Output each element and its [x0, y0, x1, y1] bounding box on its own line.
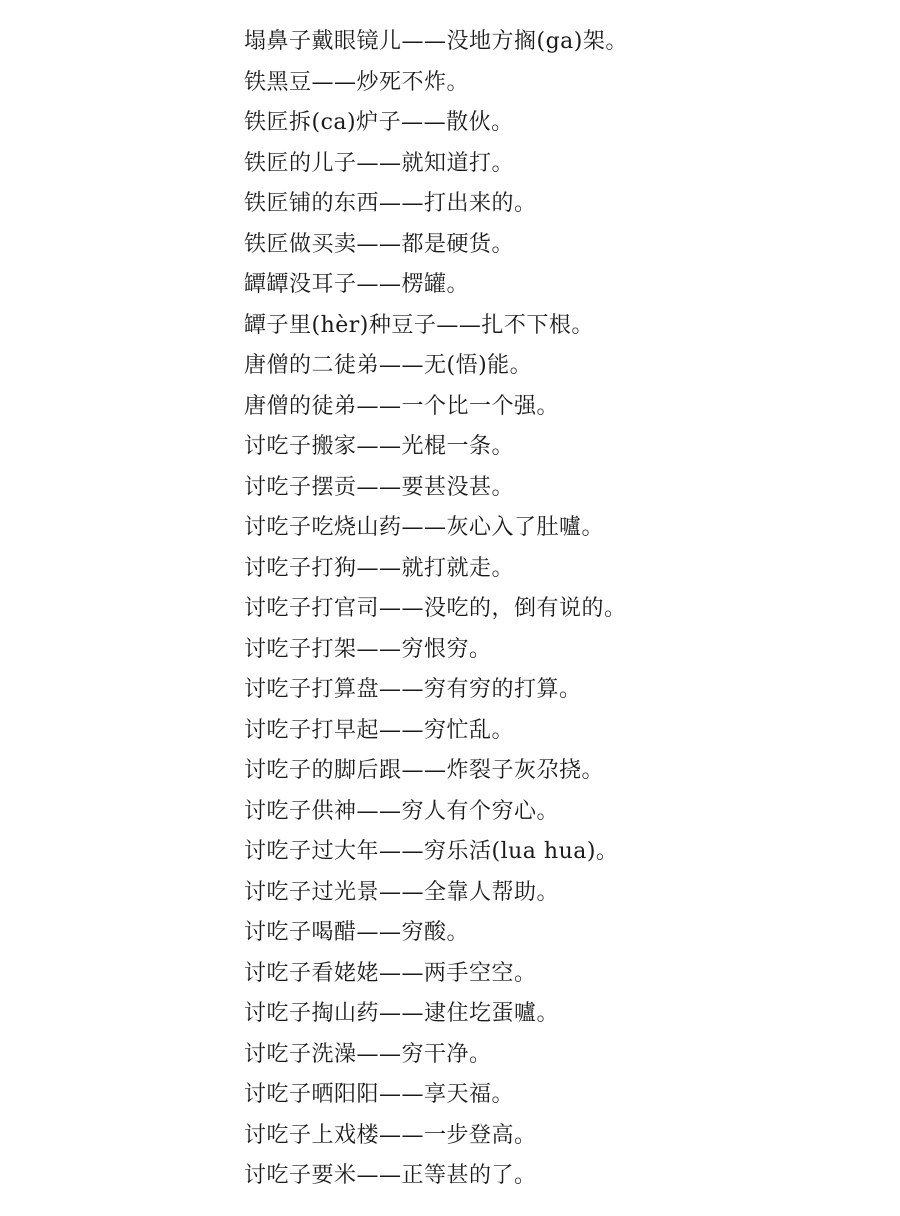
proverb-line: 唐僧的二徒弟——无(悟)能。 — [244, 353, 533, 378]
proverb-line: 讨吃子搬家——光棍一条。 — [244, 434, 515, 459]
proverb-line: 塌鼻子戴眼镜儿——没地方搁(ga)架。 — [244, 29, 628, 54]
proverb-line: 讨吃子过光景——全靠人帮助。 — [244, 879, 560, 905]
proverb-line: 讨吃子看姥姥——两手空空。 — [244, 960, 537, 986]
proverb-line: 讨吃子晒阳阳——享天福。 — [244, 1082, 515, 1107]
proverb-line: 讨吃子吃烧山药——灰心入了肚嚧。 — [244, 515, 605, 540]
proverb-line: 讨吃子摆贡——要甚没甚。 — [244, 474, 515, 500]
proverb-line: 讨吃子打算盘——穷有穷的打算。 — [244, 677, 582, 702]
proverb-line: 铁匠的儿子——就知道打。 — [244, 150, 515, 176]
proverb-line: 讨吃子的脚后跟——炸裂子灰尕挠。 — [244, 758, 605, 783]
proverb-line: 讨吃子打架——穷恨穷。 — [244, 636, 492, 662]
proverb-line: 铁匠铺的东西——打出来的。 — [244, 191, 537, 216]
proverb-list — [244, 22, 628, 1197]
proverb-line: 罈子里(hèr)种豆子——扎不下根。 — [244, 312, 594, 338]
proverb-line: 铁匠做买卖——都是硬货。 — [244, 231, 515, 257]
proverb-line: 唐僧的徒弟——一个比一个强。 — [244, 393, 560, 419]
proverb-line: 铁匠拆(ca)炉子——散伙。 — [244, 110, 514, 135]
proverb-line: 讨吃子要米——正等甚的了。 — [244, 1163, 537, 1188]
proverb-line: 讨吃子洗澡——穷干净。 — [244, 1041, 492, 1067]
proverb-line: 讨吃子供神——穷人有个穷心。 — [244, 798, 560, 824]
proverb-line: 讨吃子掏山药——逮住圪蛋嚧。 — [244, 1001, 560, 1026]
proverb-line: 铁黑豆——炒死不炸。 — [244, 69, 470, 95]
proverb-line: 讨吃子过大年——穷乐活(lua hua)。 — [244, 839, 619, 864]
proverb-line: 讨吃子喝醋——穷酸。 — [244, 920, 470, 945]
proverb-line: 讨吃子打官司——没吃的，倒有说的。 — [244, 596, 627, 621]
proverb-line: 讨吃子上戏楼——一步登高。 — [244, 1122, 537, 1148]
proverb-line: 讨吃子打早起——穷忙乱。 — [244, 717, 515, 743]
proverb-line: 讨吃子打狗——就打就走。 — [244, 555, 515, 581]
proverb-line: 罈罈没耳子——楞罐。 — [244, 272, 470, 297]
